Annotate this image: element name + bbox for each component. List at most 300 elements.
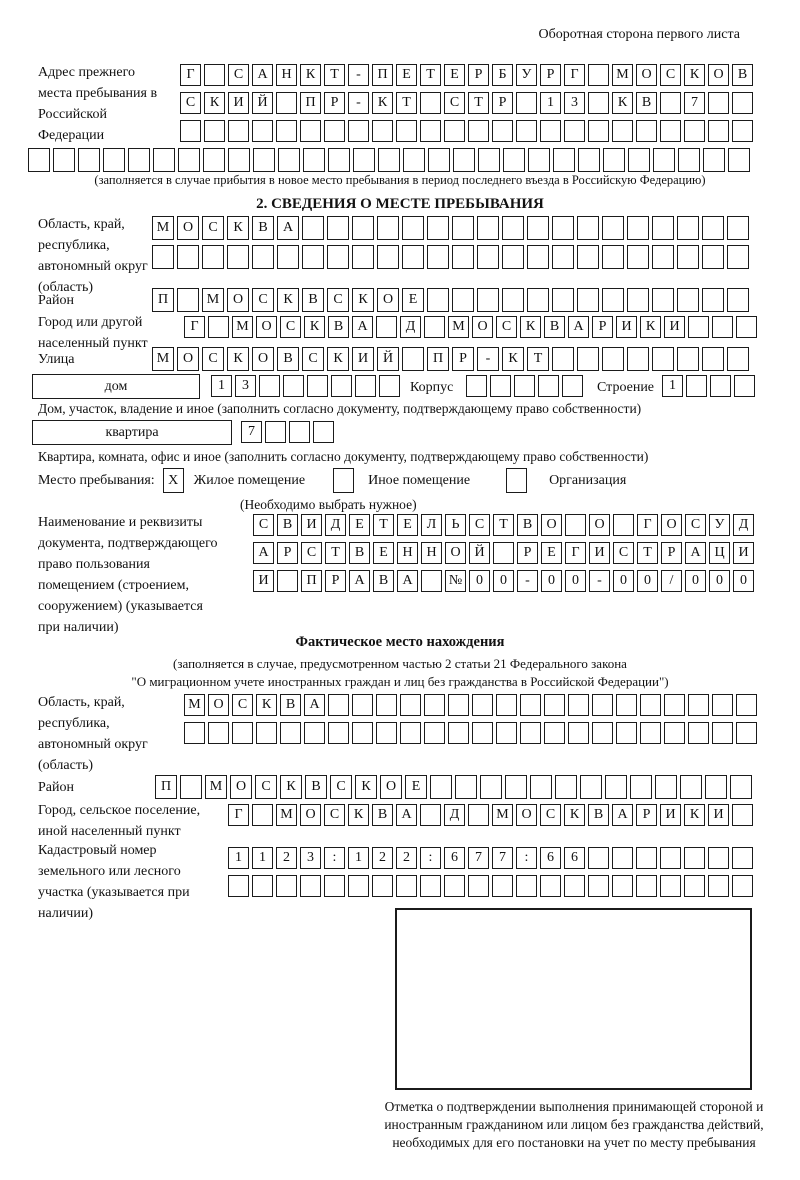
char-cell[interactable] xyxy=(400,722,421,744)
char-cell[interactable] xyxy=(372,875,393,897)
char-cell[interactable] xyxy=(592,694,613,716)
char-cell[interactable]: 3 xyxy=(235,375,256,397)
char-cell[interactable] xyxy=(477,245,499,269)
char-cell[interactable]: Г xyxy=(184,316,205,338)
char-cell[interactable]: О xyxy=(252,347,274,371)
char-cell[interactable] xyxy=(628,148,650,172)
stay-type-checkbox-organization[interactable] xyxy=(506,468,527,493)
char-cell[interactable] xyxy=(660,120,681,142)
char-cell[interactable] xyxy=(577,216,599,240)
char-cell[interactable] xyxy=(352,245,374,269)
char-cell[interactable]: Р xyxy=(636,804,657,826)
char-cell[interactable] xyxy=(578,148,600,172)
char-cell[interactable]: С xyxy=(613,542,634,564)
char-cell[interactable]: 1 xyxy=(348,847,369,869)
char-cell[interactable]: Р xyxy=(540,64,561,86)
char-cell[interactable] xyxy=(227,245,249,269)
char-cell[interactable]: С xyxy=(496,316,517,338)
char-cell[interactable] xyxy=(253,148,275,172)
char-cell[interactable] xyxy=(530,775,552,799)
char-cell[interactable] xyxy=(328,148,350,172)
char-cell[interactable]: К xyxy=(227,216,249,240)
char-cell[interactable] xyxy=(256,722,277,744)
char-cell[interactable]: О xyxy=(445,542,466,564)
char-cell[interactable]: А xyxy=(568,316,589,338)
char-cell[interactable]: У xyxy=(709,514,730,536)
char-cell[interactable]: Ь xyxy=(445,514,466,536)
char-cell[interactable] xyxy=(427,245,449,269)
char-cell[interactable] xyxy=(592,722,613,744)
char-cell[interactable] xyxy=(655,775,677,799)
char-cell[interactable]: М xyxy=(232,316,253,338)
char-cell[interactable]: В xyxy=(277,347,299,371)
char-cell[interactable]: Т xyxy=(420,64,441,86)
char-cell[interactable]: К xyxy=(327,347,349,371)
char-cell[interactable]: П xyxy=(155,775,177,799)
char-cell[interactable]: Н xyxy=(397,542,418,564)
char-cell[interactable]: С xyxy=(685,514,706,536)
char-cell[interactable]: С xyxy=(202,216,224,240)
char-cell[interactable] xyxy=(552,245,574,269)
char-cell[interactable]: 0 xyxy=(709,570,730,592)
char-cell[interactable] xyxy=(652,347,674,371)
char-cell[interactable] xyxy=(277,570,298,592)
char-cell[interactable] xyxy=(677,347,699,371)
char-cell[interactable]: С xyxy=(228,64,249,86)
char-cell[interactable]: 6 xyxy=(540,847,561,869)
char-cell[interactable]: О xyxy=(472,316,493,338)
char-cell[interactable]: А xyxy=(352,316,373,338)
char-cell[interactable]: 1 xyxy=(252,847,273,869)
char-cell[interactable]: Е xyxy=(397,514,418,536)
char-cell[interactable] xyxy=(565,514,586,536)
char-cell[interactable]: О xyxy=(708,64,729,86)
char-cell[interactable]: С xyxy=(255,775,277,799)
char-cell[interactable]: А xyxy=(396,804,417,826)
char-cell[interactable]: О xyxy=(589,514,610,536)
char-cell[interactable] xyxy=(377,216,399,240)
char-cell[interactable]: Т xyxy=(396,92,417,114)
char-cell[interactable] xyxy=(28,148,50,172)
char-cell[interactable] xyxy=(602,288,624,312)
char-cell[interactable]: 3 xyxy=(300,847,321,869)
char-cell[interactable]: С xyxy=(324,804,345,826)
char-cell[interactable]: О xyxy=(380,775,402,799)
char-cell[interactable] xyxy=(324,120,345,142)
char-cell[interactable]: К xyxy=(256,694,277,716)
char-cell[interactable] xyxy=(636,847,657,869)
char-cell[interactable] xyxy=(420,804,441,826)
char-cell[interactable] xyxy=(228,148,250,172)
char-cell[interactable]: В xyxy=(732,64,753,86)
char-cell[interactable]: В xyxy=(302,288,324,312)
char-cell[interactable]: Ц xyxy=(709,542,730,564)
char-cell[interactable] xyxy=(378,148,400,172)
char-cell[interactable] xyxy=(402,347,424,371)
char-cell[interactable]: И xyxy=(708,804,729,826)
char-cell[interactable]: : xyxy=(420,847,441,869)
char-cell[interactable]: А xyxy=(253,542,274,564)
char-cell[interactable]: О xyxy=(377,288,399,312)
char-cell[interactable] xyxy=(708,120,729,142)
char-cell[interactable]: С xyxy=(302,347,324,371)
char-cell[interactable]: К xyxy=(640,316,661,338)
char-cell[interactable] xyxy=(78,148,100,172)
char-cell[interactable] xyxy=(652,245,674,269)
char-cell[interactable] xyxy=(348,120,369,142)
char-cell[interactable] xyxy=(684,120,705,142)
char-cell[interactable] xyxy=(527,288,549,312)
char-cell[interactable]: О xyxy=(227,288,249,312)
char-cell[interactable] xyxy=(265,421,286,443)
char-cell[interactable]: К xyxy=(612,92,633,114)
char-cell[interactable] xyxy=(688,722,709,744)
char-cell[interactable] xyxy=(553,148,575,172)
char-cell[interactable]: А xyxy=(349,570,370,592)
char-cell[interactable] xyxy=(727,288,749,312)
char-cell[interactable] xyxy=(428,148,450,172)
char-cell[interactable] xyxy=(477,216,499,240)
char-cell[interactable] xyxy=(732,92,753,114)
char-cell[interactable] xyxy=(455,775,477,799)
char-cell[interactable] xyxy=(472,722,493,744)
char-cell[interactable] xyxy=(327,216,349,240)
char-cell[interactable]: А xyxy=(685,542,706,564)
char-cell[interactable] xyxy=(396,875,417,897)
char-cell[interactable] xyxy=(544,722,565,744)
char-cell[interactable] xyxy=(736,722,757,744)
char-cell[interactable] xyxy=(712,694,733,716)
char-cell[interactable]: 7 xyxy=(468,847,489,869)
char-cell[interactable] xyxy=(552,216,574,240)
char-cell[interactable] xyxy=(424,694,445,716)
char-cell[interactable] xyxy=(184,722,205,744)
char-cell[interactable] xyxy=(352,694,373,716)
char-cell[interactable]: К xyxy=(304,316,325,338)
char-cell[interactable]: О xyxy=(177,347,199,371)
char-cell[interactable] xyxy=(588,875,609,897)
char-cell[interactable] xyxy=(328,694,349,716)
char-cell[interactable]: К xyxy=(520,316,541,338)
char-cell[interactable] xyxy=(660,92,681,114)
char-cell[interactable] xyxy=(613,514,634,536)
char-cell[interactable] xyxy=(276,875,297,897)
char-cell[interactable] xyxy=(300,875,321,897)
char-cell[interactable] xyxy=(377,245,399,269)
char-cell[interactable] xyxy=(452,216,474,240)
char-cell[interactable]: 6 xyxy=(564,847,585,869)
char-cell[interactable] xyxy=(660,875,681,897)
char-cell[interactable] xyxy=(352,216,374,240)
char-cell[interactable]: С xyxy=(232,694,253,716)
char-cell[interactable] xyxy=(552,347,574,371)
char-cell[interactable] xyxy=(208,722,229,744)
char-cell[interactable] xyxy=(203,148,225,172)
char-cell[interactable]: 0 xyxy=(493,570,514,592)
char-cell[interactable] xyxy=(627,347,649,371)
char-cell[interactable] xyxy=(588,64,609,86)
char-cell[interactable]: И xyxy=(733,542,754,564)
char-cell[interactable] xyxy=(544,694,565,716)
char-cell[interactable] xyxy=(727,347,749,371)
char-cell[interactable] xyxy=(502,288,524,312)
char-cell[interactable]: Й xyxy=(377,347,399,371)
char-cell[interactable] xyxy=(540,875,561,897)
char-cell[interactable]: Р xyxy=(468,64,489,86)
char-cell[interactable] xyxy=(128,148,150,172)
char-cell[interactable]: 2 xyxy=(396,847,417,869)
char-cell[interactable] xyxy=(400,694,421,716)
char-cell[interactable] xyxy=(424,722,445,744)
char-cell[interactable] xyxy=(424,316,445,338)
char-cell[interactable]: О xyxy=(230,775,252,799)
char-cell[interactable] xyxy=(427,216,449,240)
char-cell[interactable] xyxy=(527,245,549,269)
char-cell[interactable] xyxy=(616,722,637,744)
char-cell[interactable] xyxy=(630,775,652,799)
char-cell[interactable] xyxy=(502,245,524,269)
char-cell[interactable] xyxy=(252,245,274,269)
char-cell[interactable]: 7 xyxy=(241,421,262,443)
char-cell[interactable]: - xyxy=(477,347,499,371)
char-cell[interactable]: С xyxy=(252,288,274,312)
char-cell[interactable] xyxy=(328,722,349,744)
char-cell[interactable] xyxy=(564,120,585,142)
char-cell[interactable] xyxy=(527,216,549,240)
char-cell[interactable]: Е xyxy=(405,775,427,799)
char-cell[interactable]: А xyxy=(397,570,418,592)
char-cell[interactable]: Р xyxy=(517,542,538,564)
char-cell[interactable] xyxy=(505,775,527,799)
char-cell[interactable]: В xyxy=(277,514,298,536)
char-cell[interactable]: 3 xyxy=(564,92,585,114)
char-cell[interactable]: П xyxy=(152,288,174,312)
char-cell[interactable] xyxy=(280,722,301,744)
char-cell[interactable] xyxy=(204,64,225,86)
char-cell[interactable]: Д xyxy=(444,804,465,826)
char-cell[interactable]: Н xyxy=(421,542,442,564)
char-cell[interactable] xyxy=(496,722,517,744)
char-cell[interactable]: Р xyxy=(492,92,513,114)
char-cell[interactable] xyxy=(727,216,749,240)
char-cell[interactable]: Д xyxy=(325,514,346,536)
char-cell[interactable] xyxy=(616,694,637,716)
char-cell[interactable] xyxy=(640,722,661,744)
char-cell[interactable]: С xyxy=(660,64,681,86)
char-cell[interactable] xyxy=(588,92,609,114)
char-cell[interactable]: Р xyxy=(661,542,682,564)
char-cell[interactable]: : xyxy=(324,847,345,869)
char-cell[interactable] xyxy=(677,288,699,312)
char-cell[interactable] xyxy=(448,722,469,744)
char-cell[interactable] xyxy=(652,216,674,240)
char-cell[interactable]: А xyxy=(304,694,325,716)
char-cell[interactable] xyxy=(452,245,474,269)
char-cell[interactable]: М xyxy=(184,694,205,716)
char-cell[interactable]: М xyxy=(205,775,227,799)
char-cell[interactable] xyxy=(348,875,369,897)
char-cell[interactable]: У xyxy=(516,64,537,86)
char-cell[interactable] xyxy=(453,148,475,172)
char-cell[interactable]: К xyxy=(355,775,377,799)
char-cell[interactable] xyxy=(468,875,489,897)
char-cell[interactable]: К xyxy=(277,288,299,312)
char-cell[interactable]: И xyxy=(253,570,274,592)
char-cell[interactable] xyxy=(444,120,465,142)
char-cell[interactable] xyxy=(300,120,321,142)
char-cell[interactable] xyxy=(516,120,537,142)
char-cell[interactable] xyxy=(664,694,685,716)
char-cell[interactable] xyxy=(736,316,757,338)
char-cell[interactable] xyxy=(520,722,541,744)
char-cell[interactable] xyxy=(588,120,609,142)
char-cell[interactable]: И xyxy=(616,316,637,338)
char-cell[interactable] xyxy=(153,148,175,172)
char-cell[interactable]: Т xyxy=(324,64,345,86)
char-cell[interactable]: К xyxy=(502,347,524,371)
char-cell[interactable] xyxy=(490,375,511,397)
char-cell[interactable] xyxy=(660,847,681,869)
char-cell[interactable]: 0 xyxy=(685,570,706,592)
char-cell[interactable] xyxy=(588,847,609,869)
char-cell[interactable]: 0 xyxy=(565,570,586,592)
char-cell[interactable]: 1 xyxy=(662,375,683,397)
char-cell[interactable] xyxy=(177,245,199,269)
char-cell[interactable]: К xyxy=(564,804,585,826)
char-cell[interactable]: О xyxy=(208,694,229,716)
char-cell[interactable] xyxy=(677,245,699,269)
char-cell[interactable]: 2 xyxy=(276,847,297,869)
char-cell[interactable] xyxy=(355,375,376,397)
char-cell[interactable] xyxy=(402,245,424,269)
char-cell[interactable]: М xyxy=(276,804,297,826)
char-cell[interactable]: № xyxy=(445,570,466,592)
char-cell[interactable]: М xyxy=(492,804,513,826)
char-cell[interactable]: В xyxy=(349,542,370,564)
char-cell[interactable]: К xyxy=(280,775,302,799)
char-cell[interactable]: О xyxy=(661,514,682,536)
char-cell[interactable]: - xyxy=(348,64,369,86)
char-cell[interactable]: К xyxy=(348,804,369,826)
char-cell[interactable] xyxy=(480,775,502,799)
char-cell[interactable] xyxy=(252,875,273,897)
char-cell[interactable]: Р xyxy=(592,316,613,338)
char-cell[interactable]: М xyxy=(202,288,224,312)
char-cell[interactable] xyxy=(732,804,753,826)
char-cell[interactable]: С xyxy=(280,316,301,338)
char-cell[interactable]: Р xyxy=(452,347,474,371)
char-cell[interactable]: - xyxy=(589,570,610,592)
char-cell[interactable]: С xyxy=(253,514,274,536)
char-cell[interactable]: Д xyxy=(733,514,754,536)
char-cell[interactable]: В xyxy=(328,316,349,338)
char-cell[interactable] xyxy=(276,120,297,142)
char-cell[interactable]: В xyxy=(636,92,657,114)
char-cell[interactable]: 0 xyxy=(613,570,634,592)
char-cell[interactable] xyxy=(728,148,750,172)
char-cell[interactable]: К xyxy=(352,288,374,312)
char-cell[interactable]: Л xyxy=(421,514,442,536)
char-cell[interactable] xyxy=(208,316,229,338)
char-cell[interactable] xyxy=(430,775,452,799)
char-cell[interactable] xyxy=(562,375,583,397)
char-cell[interactable] xyxy=(324,875,345,897)
char-cell[interactable]: О xyxy=(300,804,321,826)
char-cell[interactable]: С xyxy=(327,288,349,312)
char-cell[interactable]: 7 xyxy=(684,92,705,114)
char-cell[interactable] xyxy=(402,216,424,240)
char-cell[interactable]: М xyxy=(448,316,469,338)
char-cell[interactable]: К xyxy=(300,64,321,86)
char-cell[interactable] xyxy=(577,245,599,269)
char-cell[interactable]: К xyxy=(204,92,225,114)
char-cell[interactable] xyxy=(478,148,500,172)
char-cell[interactable]: Б xyxy=(492,64,513,86)
char-cell[interactable] xyxy=(516,875,537,897)
char-cell[interactable]: Т xyxy=(493,514,514,536)
char-cell[interactable] xyxy=(710,375,731,397)
char-cell[interactable]: Г xyxy=(564,64,585,86)
char-cell[interactable] xyxy=(538,375,559,397)
char-cell[interactable]: 0 xyxy=(733,570,754,592)
char-cell[interactable]: М xyxy=(612,64,633,86)
char-cell[interactable] xyxy=(555,775,577,799)
char-cell[interactable] xyxy=(376,694,397,716)
char-cell[interactable] xyxy=(627,288,649,312)
char-cell[interactable] xyxy=(353,148,375,172)
char-cell[interactable]: О xyxy=(177,216,199,240)
char-cell[interactable]: М xyxy=(152,216,174,240)
char-cell[interactable]: И xyxy=(228,92,249,114)
char-cell[interactable]: 0 xyxy=(541,570,562,592)
char-cell[interactable] xyxy=(204,120,225,142)
char-cell[interactable] xyxy=(376,722,397,744)
char-cell[interactable]: К xyxy=(684,64,705,86)
char-cell[interactable] xyxy=(493,542,514,564)
char-cell[interactable] xyxy=(734,375,755,397)
char-cell[interactable]: О xyxy=(636,64,657,86)
char-cell[interactable] xyxy=(376,316,397,338)
char-cell[interactable]: 0 xyxy=(469,570,490,592)
char-cell[interactable] xyxy=(688,694,709,716)
char-cell[interactable]: О xyxy=(541,514,562,536)
char-cell[interactable] xyxy=(202,245,224,269)
char-cell[interactable] xyxy=(564,875,585,897)
char-cell[interactable] xyxy=(307,375,328,397)
char-cell[interactable]: С xyxy=(469,514,490,536)
char-cell[interactable]: К xyxy=(684,804,705,826)
char-cell[interactable]: С xyxy=(540,804,561,826)
char-cell[interactable] xyxy=(420,875,441,897)
char-cell[interactable] xyxy=(466,375,487,397)
stay-type-checkbox-residential[interactable]: X xyxy=(163,468,184,493)
char-cell[interactable]: В xyxy=(252,216,274,240)
char-cell[interactable]: В xyxy=(517,514,538,536)
char-cell[interactable]: А xyxy=(252,64,273,86)
char-cell[interactable] xyxy=(552,288,574,312)
char-cell[interactable]: Р xyxy=(325,570,346,592)
char-cell[interactable] xyxy=(289,421,310,443)
char-cell[interactable]: Й xyxy=(469,542,490,564)
char-cell[interactable] xyxy=(612,847,633,869)
char-cell[interactable] xyxy=(304,722,325,744)
char-cell[interactable] xyxy=(577,347,599,371)
char-cell[interactable] xyxy=(302,216,324,240)
char-cell[interactable]: П xyxy=(372,64,393,86)
char-cell[interactable] xyxy=(678,148,700,172)
char-cell[interactable] xyxy=(496,694,517,716)
char-cell[interactable] xyxy=(528,148,550,172)
